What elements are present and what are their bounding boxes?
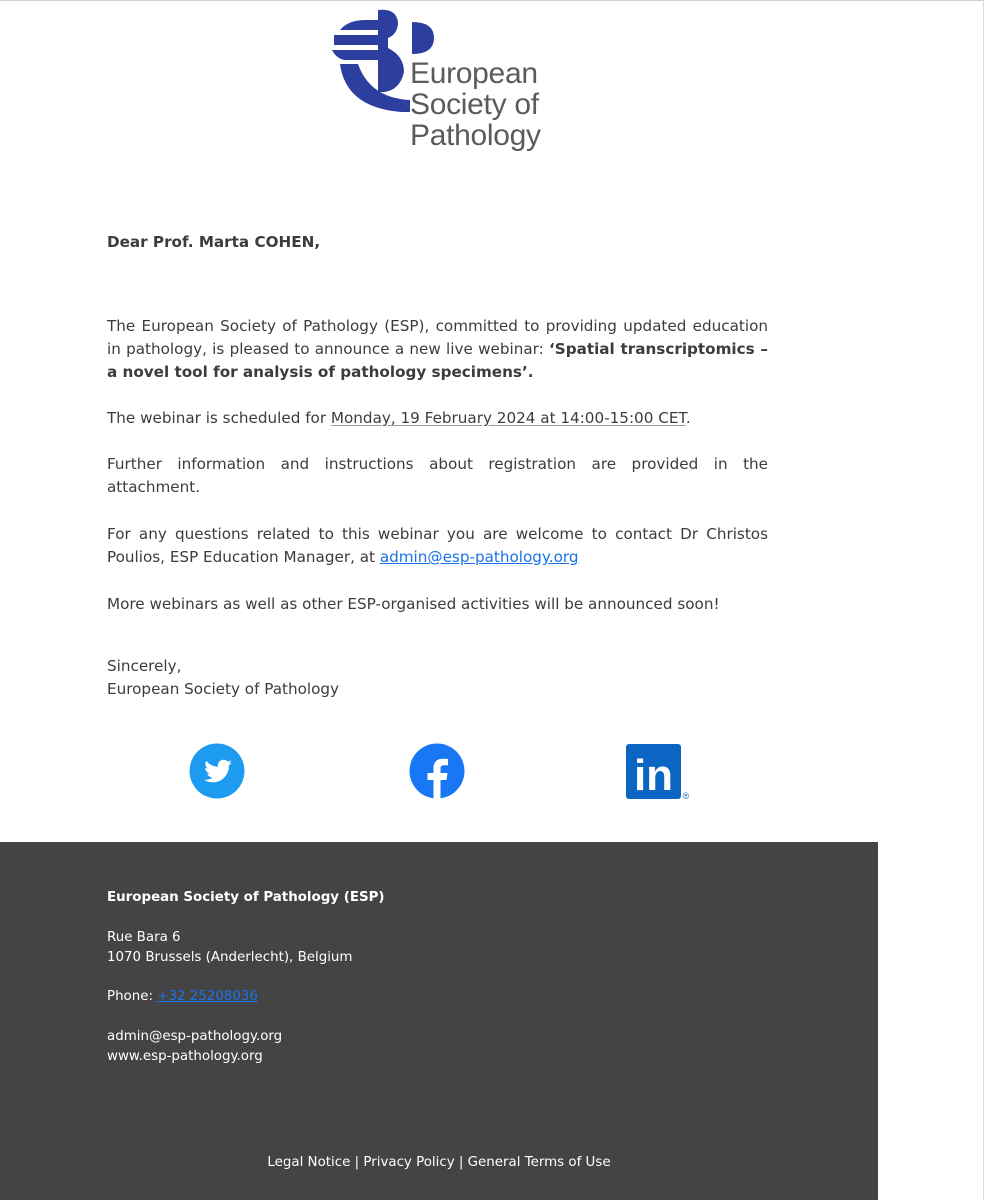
contact-paragraph xyxy=(107,523,768,569)
footer xyxy=(0,842,878,1200)
registered-mark: ® xyxy=(682,791,690,801)
schedule-end: . xyxy=(685,409,691,427)
footer-address-line-1: Rue Bara 6 xyxy=(107,930,181,945)
footer-phone xyxy=(107,987,258,1007)
more-webinars-text: More webinars as well as other ESP-organised activities will be announced soon! xyxy=(107,595,720,613)
twitter-link[interactable] xyxy=(189,742,247,800)
general-terms-link[interactable]: General Terms of Use xyxy=(467,1155,611,1170)
footer-org-name: European Society of Pathology (ESP) xyxy=(107,890,385,905)
twitter-icon xyxy=(189,742,247,800)
top-border xyxy=(0,0,984,1)
contact-email-link[interactable]: admin@esp-pathology.org xyxy=(379,548,579,566)
schedule-paragraph xyxy=(107,407,768,430)
logo-line-3: Pathology xyxy=(410,119,541,152)
footer-phone-link[interactable]: +32 25208036 xyxy=(157,989,258,1004)
intro-paragraph xyxy=(107,315,768,384)
more-webinars-paragraph xyxy=(107,593,768,616)
footer-separator: | xyxy=(454,1155,468,1170)
footer-address-line-2: 1070 Brussels (Anderlecht), Belgium xyxy=(107,950,353,965)
closing xyxy=(107,655,768,701)
logo-line-1: European xyxy=(410,57,538,90)
esp-logo xyxy=(330,8,560,158)
schedule-text: The webinar is scheduled for xyxy=(107,409,331,427)
privacy-policy-link[interactable]: Privacy Policy xyxy=(363,1155,455,1170)
logo-line-2: Society of xyxy=(410,88,539,121)
footer-phone-label: Phone: xyxy=(107,989,158,1004)
footer-contact xyxy=(107,1027,282,1067)
contact-text: For any questions related to this webinar you are welcome to contact Dr Christos Poulios, ESP Education Manager, at xyxy=(107,525,768,566)
webinar-title: ‘Spatial transcriptomics – a novel tool for analysis of pathology specimens’. xyxy=(107,340,768,381)
footer-links xyxy=(0,1153,878,1173)
facebook-icon xyxy=(409,742,467,800)
closing-signature: European Society of Pathology xyxy=(107,680,340,698)
registration-text: Further information and instructions about registration are provided in the attachment. xyxy=(107,455,768,496)
footer-email[interactable]: admin@esp-pathology.org xyxy=(107,1029,283,1044)
logo-wordmark xyxy=(410,58,541,151)
closing-salutation: Sincerely, xyxy=(107,657,182,675)
footer-address xyxy=(107,928,352,968)
footer-website[interactable]: www.esp-pathology.org xyxy=(107,1049,263,1064)
intro-text: The European Society of Pathology (ESP), committed to providing updated education in pathology, is pleased to announce a new live webinar: xyxy=(107,317,768,358)
linkedin-link[interactable] xyxy=(624,742,690,801)
webinar-date[interactable]: Monday, 19 February 2024 at 14:00-15:00 CET xyxy=(330,409,686,427)
footer-separator: | xyxy=(350,1155,364,1170)
registration-paragraph xyxy=(107,453,768,499)
facebook-link[interactable] xyxy=(409,742,467,800)
linkedin-icon xyxy=(624,742,694,802)
linkedin-glyph: in xyxy=(633,751,674,800)
greeting: Dear Prof. Marta COHEN, xyxy=(107,233,321,251)
legal-notice-link[interactable]: Legal Notice xyxy=(267,1155,351,1170)
